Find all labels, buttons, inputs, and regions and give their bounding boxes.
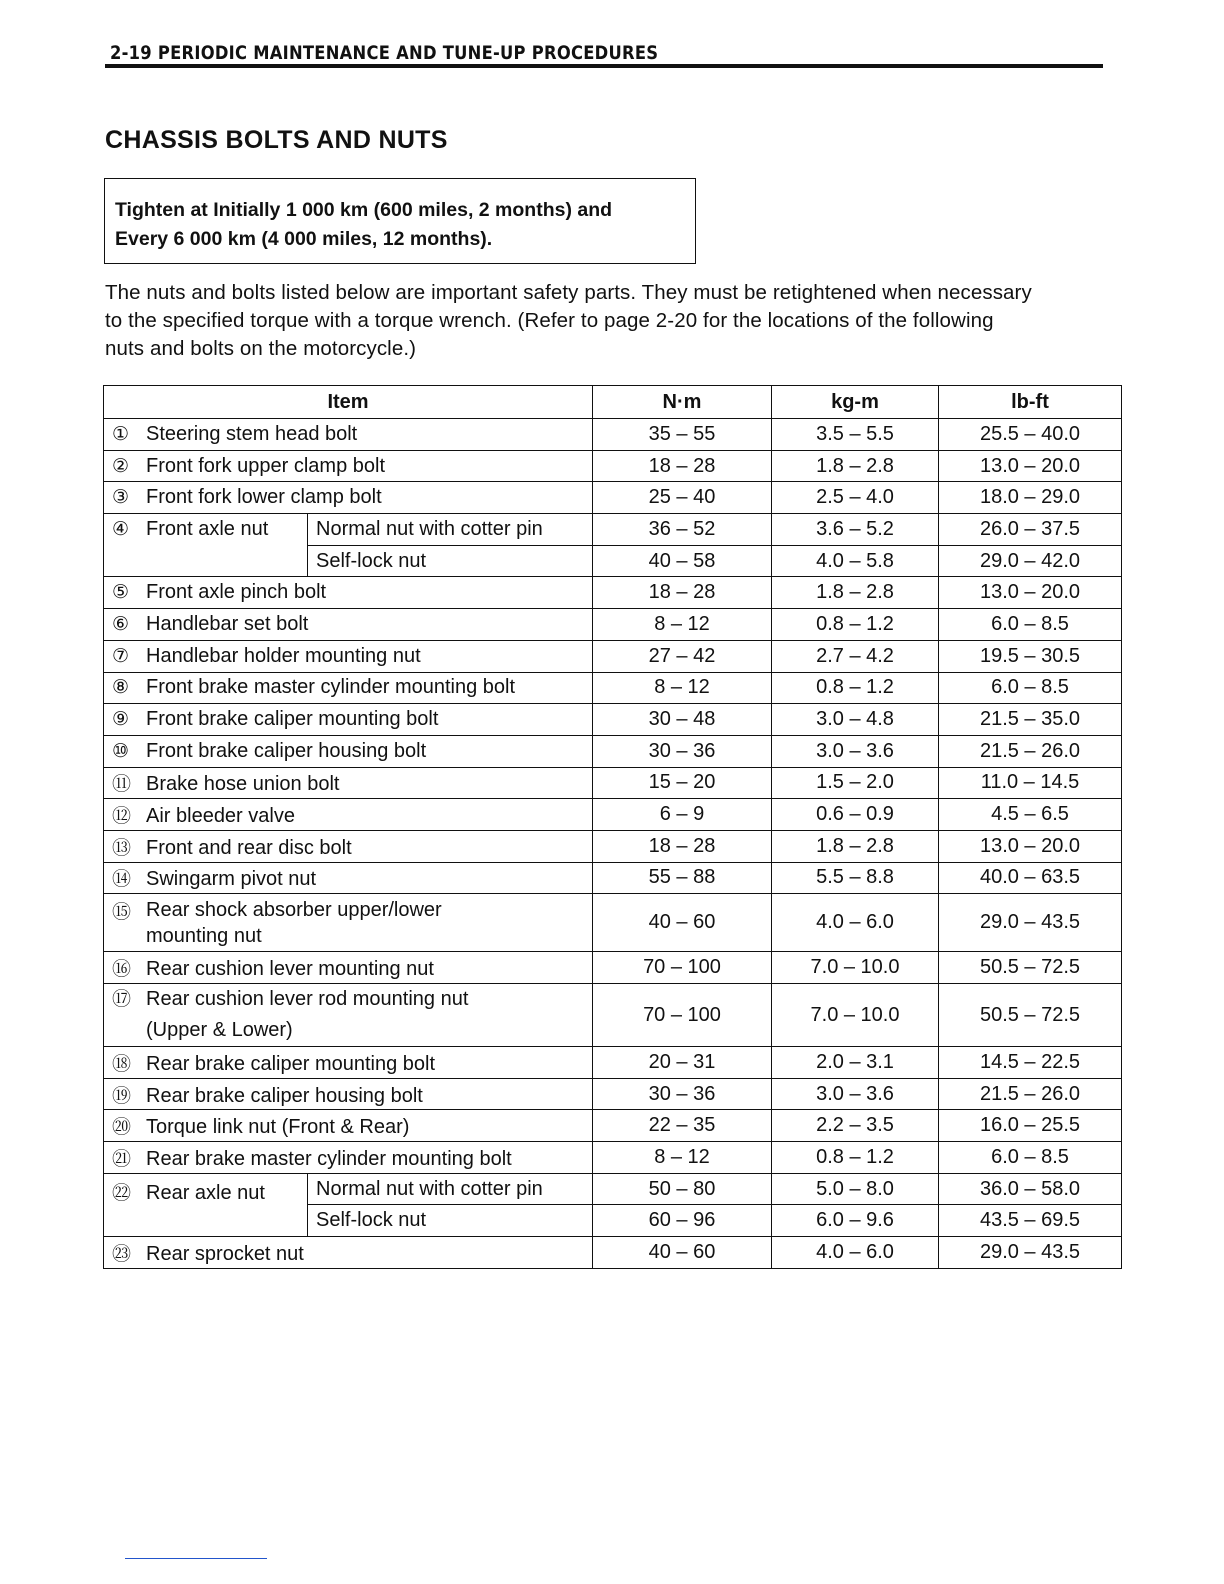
item-label-multiline [146, 897, 442, 949]
item-label: Front axle pinch bolt [146, 581, 327, 604]
table-row [104, 735, 1122, 767]
kgm-value: 3.0 – 3.6 [772, 1078, 939, 1110]
lbft-value: 11.0 – 14.5 [939, 767, 1122, 799]
lbft-value: 21.5 – 26.0 [939, 1078, 1122, 1110]
table-row [104, 609, 1122, 641]
kgm-value: 4.0 – 6.0 [772, 1237, 939, 1269]
nm-value: 20 – 31 [593, 1047, 772, 1079]
lbft-value: 21.5 – 35.0 [939, 704, 1122, 736]
item-label: Front and rear disc bolt [146, 836, 352, 859]
table-row [104, 672, 1122, 704]
sub-item-label: Self-lock nut [308, 1205, 593, 1237]
table-row [104, 799, 1122, 831]
table-row [104, 952, 1122, 984]
item-cell [104, 862, 593, 894]
item-label: Rear shock absorber upper/lower [146, 898, 442, 921]
kgm-value: 2.7 – 4.2 [772, 640, 939, 672]
lbft-value: 29.0 – 42.0 [939, 545, 1122, 577]
item-label: Front fork upper clamp bolt [146, 454, 385, 477]
table-row [104, 450, 1122, 482]
nm-value: 50 – 80 [593, 1173, 772, 1205]
item-label: Air bleeder valve [146, 805, 295, 828]
kgm-value: 1.8 – 2.8 [772, 830, 939, 862]
item-cell [104, 1110, 593, 1142]
item-cell [104, 482, 593, 514]
lbft-value: 13.0 – 20.0 [939, 577, 1122, 609]
sub-item-label: Normal nut with cotter pin [308, 514, 593, 546]
header-lbft: lb-ft [939, 386, 1122, 419]
item-cell [104, 799, 593, 831]
item-label: Torque link nut (Front & Rear) [146, 1116, 410, 1139]
item-number: ⑤ [112, 581, 130, 604]
nm-value: 30 – 36 [593, 735, 772, 767]
item-number: ④ [112, 518, 130, 541]
lbft-value: 6.0 – 8.5 [939, 1142, 1122, 1174]
lbft-value: 13.0 – 20.0 [939, 830, 1122, 862]
nm-value: 30 – 36 [593, 1078, 772, 1110]
lbft-value: 18.0 – 29.0 [939, 482, 1122, 514]
item-cell [104, 830, 593, 862]
notice-line-1: Tighten at Initially 1 000 km (600 miles, 2 months) and [115, 199, 613, 221]
table-row [104, 419, 1122, 451]
item-number: ⑮ [112, 900, 132, 923]
item-label: Steering stem head bolt [146, 422, 358, 445]
item-label: Swingarm pivot nut [146, 868, 317, 891]
kgm-value: 0.6 – 0.9 [772, 799, 939, 831]
lbft-value: 26.0 – 37.5 [939, 514, 1122, 546]
header-nm: N·m [593, 386, 772, 419]
lbft-value: 36.0 – 58.0 [939, 1173, 1122, 1205]
item-cell [104, 1237, 593, 1269]
kgm-value: 1.8 – 2.8 [772, 450, 939, 482]
kgm-value: 2.2 – 3.5 [772, 1110, 939, 1142]
lbft-value: 50.5 – 72.5 [939, 952, 1122, 984]
item-label: Rear brake caliper housing bolt [146, 1084, 423, 1107]
item-cell [104, 577, 593, 609]
table-row [104, 577, 1122, 609]
notice-line-2: Every 6 000 km (4 000 miles, 12 months). [115, 228, 493, 250]
lbft-value: 6.0 – 8.5 [939, 609, 1122, 641]
nm-value: 60 – 96 [593, 1205, 772, 1237]
kgm-value: 5.5 – 8.8 [772, 862, 939, 894]
item-number: ① [112, 422, 130, 445]
item-cell [104, 609, 593, 641]
item-label: Front brake caliper mounting bolt [146, 708, 439, 731]
table-row [104, 767, 1122, 799]
item-cell [104, 1078, 593, 1110]
kgm-value: 4.0 – 5.8 [772, 545, 939, 577]
kgm-value: 2.0 – 3.1 [772, 1047, 939, 1079]
item-cell [104, 952, 593, 984]
table-header-row [104, 386, 1122, 419]
kgm-value: 7.0 – 10.0 [772, 952, 939, 984]
item-number: ⑥ [112, 612, 130, 635]
item-label-multiline [146, 984, 468, 1046]
item-cell [104, 767, 593, 799]
header-item: Item [104, 386, 593, 419]
item-cell [104, 640, 593, 672]
kgm-value: 3.0 – 3.6 [772, 735, 939, 767]
item-label: Front fork lower clamp bolt [146, 486, 382, 509]
nm-value: 30 – 48 [593, 704, 772, 736]
item-cell [104, 450, 593, 482]
nm-value: 40 – 58 [593, 545, 772, 577]
lbft-value: 40.0 – 63.5 [939, 862, 1122, 894]
table-row [104, 862, 1122, 894]
nm-value: 36 – 52 [593, 514, 772, 546]
intro-line-1: The nuts and bolts listed below are important safety parts. They must be retightened when necessary [105, 281, 1032, 304]
item-cell [104, 894, 593, 952]
item-label: Front brake caliper housing bolt [146, 739, 427, 762]
section-title: CHASSIS BOLTS AND NUTS [105, 126, 448, 154]
nm-value: 18 – 28 [593, 830, 772, 862]
item-cell [104, 984, 593, 1047]
kgm-value: 0.8 – 1.2 [772, 609, 939, 641]
item-number: ⑰ [112, 988, 132, 1010]
item-label-line-2: (Upper & Lower) [146, 1019, 293, 1041]
table-row [104, 640, 1122, 672]
kgm-value: 0.8 – 1.2 [772, 672, 939, 704]
item-label: Handlebar set bolt [146, 612, 309, 635]
item-cell [104, 419, 593, 451]
kgm-value: 6.0 – 9.6 [772, 1205, 939, 1237]
nm-value: 40 – 60 [593, 1237, 772, 1269]
item-number: ⑲ [112, 1084, 132, 1107]
intro-paragraph [105, 279, 1119, 363]
nm-value: 70 – 100 [593, 984, 772, 1047]
item-label: Front brake master cylinder mounting bolt [146, 676, 516, 699]
table-row [104, 1047, 1122, 1079]
lbft-value: 29.0 – 43.5 [939, 894, 1122, 952]
item-number: ㉓ [112, 1242, 132, 1265]
lbft-value: 6.0 – 8.5 [939, 672, 1122, 704]
nm-value: 55 – 88 [593, 862, 772, 894]
nm-value: 18 – 28 [593, 577, 772, 609]
intro-line-2: to the specified torque with a torque wrench. (Refer to page 2-20 for the locations of the following [105, 309, 994, 332]
nm-value: 18 – 28 [593, 450, 772, 482]
kgm-value: 3.5 – 5.5 [772, 419, 939, 451]
table-row [104, 1237, 1122, 1269]
nm-value: 15 – 20 [593, 767, 772, 799]
item-label: Brake hose union bolt [146, 773, 340, 796]
table-row [104, 514, 1122, 546]
item-label: Front axle nut [146, 518, 269, 541]
lbft-value: 50.5 – 72.5 [939, 984, 1122, 1047]
item-number: ⑯ [112, 958, 132, 981]
item-cell [104, 514, 308, 577]
kgm-value: 1.8 – 2.8 [772, 577, 939, 609]
item-cell [104, 672, 593, 704]
intro-line-3: nuts and bolts on the motorcycle.) [105, 337, 417, 360]
lbft-value: 21.5 – 26.0 [939, 735, 1122, 767]
header-rule [105, 64, 1103, 68]
lbft-value: 25.5 – 40.0 [939, 419, 1122, 451]
item-number: ⑧ [112, 676, 130, 699]
item-number: ⑫ [112, 805, 132, 828]
lbft-value: 4.5 – 6.5 [939, 799, 1122, 831]
item-label-line-2: mounting nut [146, 924, 262, 947]
nm-value: 35 – 55 [593, 419, 772, 451]
kgm-value: 5.0 – 8.0 [772, 1173, 939, 1205]
maintenance-interval-notice [104, 178, 696, 264]
item-label: Rear axle nut [146, 1181, 265, 1204]
kgm-value: 3.0 – 4.8 [772, 704, 939, 736]
item-number: ⑭ [112, 868, 132, 891]
table-row [104, 830, 1122, 862]
item-cell [104, 1047, 593, 1079]
page-header-title: 2-19 PERIODIC MAINTENANCE AND TUNE-UP PROCEDURES [110, 42, 659, 64]
sub-item-label: Self-lock nut [308, 545, 593, 577]
sub-item-label: Normal nut with cotter pin [308, 1173, 593, 1205]
kgm-value: 1.5 – 2.0 [772, 767, 939, 799]
item-label: Rear brake caliper mounting bolt [146, 1052, 436, 1075]
kgm-value: 3.6 – 5.2 [772, 514, 939, 546]
item-label: Rear cushion lever mounting nut [146, 958, 434, 981]
item-cell [104, 735, 593, 767]
nm-value: 8 – 12 [593, 672, 772, 704]
item-cell [104, 1173, 308, 1236]
item-label: Rear cushion lever rod mounting nut [146, 988, 469, 1010]
item-number: ③ [112, 486, 130, 509]
item-number: ② [112, 454, 130, 477]
torque-table [103, 385, 1122, 1269]
table-row [104, 482, 1122, 514]
item-number: ⑦ [112, 644, 130, 667]
item-number: ⑪ [112, 773, 132, 796]
kgm-value: 4.0 – 6.0 [772, 894, 939, 952]
kgm-value: 0.8 – 1.2 [772, 1142, 939, 1174]
table-row [104, 1078, 1122, 1110]
item-cell [104, 704, 593, 736]
lbft-value: 13.0 – 20.0 [939, 450, 1122, 482]
item-cell [104, 1142, 593, 1174]
table-row [104, 894, 1122, 952]
table-row [104, 1173, 1122, 1205]
item-number: ⑳ [112, 1116, 132, 1139]
nm-value: 6 – 9 [593, 799, 772, 831]
item-number: ⑩ [112, 739, 130, 762]
lbft-value: 19.5 – 30.5 [939, 640, 1122, 672]
nm-value: 22 – 35 [593, 1110, 772, 1142]
table-row [104, 1142, 1122, 1174]
lbft-value: 14.5 – 22.5 [939, 1047, 1122, 1079]
item-number: ㉑ [112, 1147, 132, 1170]
item-number: ⑬ [112, 836, 132, 859]
nm-value: 8 – 12 [593, 1142, 772, 1174]
item-number: ⑱ [112, 1052, 132, 1075]
nm-value: 27 – 42 [593, 640, 772, 672]
item-number: ㉒ [112, 1181, 132, 1204]
item-label: Handlebar holder mounting nut [146, 644, 421, 667]
kgm-value: 7.0 – 10.0 [772, 984, 939, 1047]
lbft-value: 16.0 – 25.5 [939, 1110, 1122, 1142]
item-label: Rear brake master cylinder mounting bolt [146, 1147, 512, 1170]
lbft-value: 43.5 – 69.5 [939, 1205, 1122, 1237]
item-number: ⑨ [112, 708, 130, 731]
nm-value: 70 – 100 [593, 952, 772, 984]
table-row [104, 704, 1122, 736]
nm-value: 40 – 60 [593, 894, 772, 952]
item-label: Rear sprocket nut [146, 1242, 304, 1265]
table-row [104, 1110, 1122, 1142]
lbft-value: 29.0 – 43.5 [939, 1237, 1122, 1269]
header-kgm: kg-m [772, 386, 939, 419]
kgm-value: 2.5 – 4.0 [772, 482, 939, 514]
nm-value: 25 – 40 [593, 482, 772, 514]
footer-rule [125, 1558, 267, 1559]
nm-value: 8 – 12 [593, 609, 772, 641]
table-row [104, 984, 1122, 1047]
